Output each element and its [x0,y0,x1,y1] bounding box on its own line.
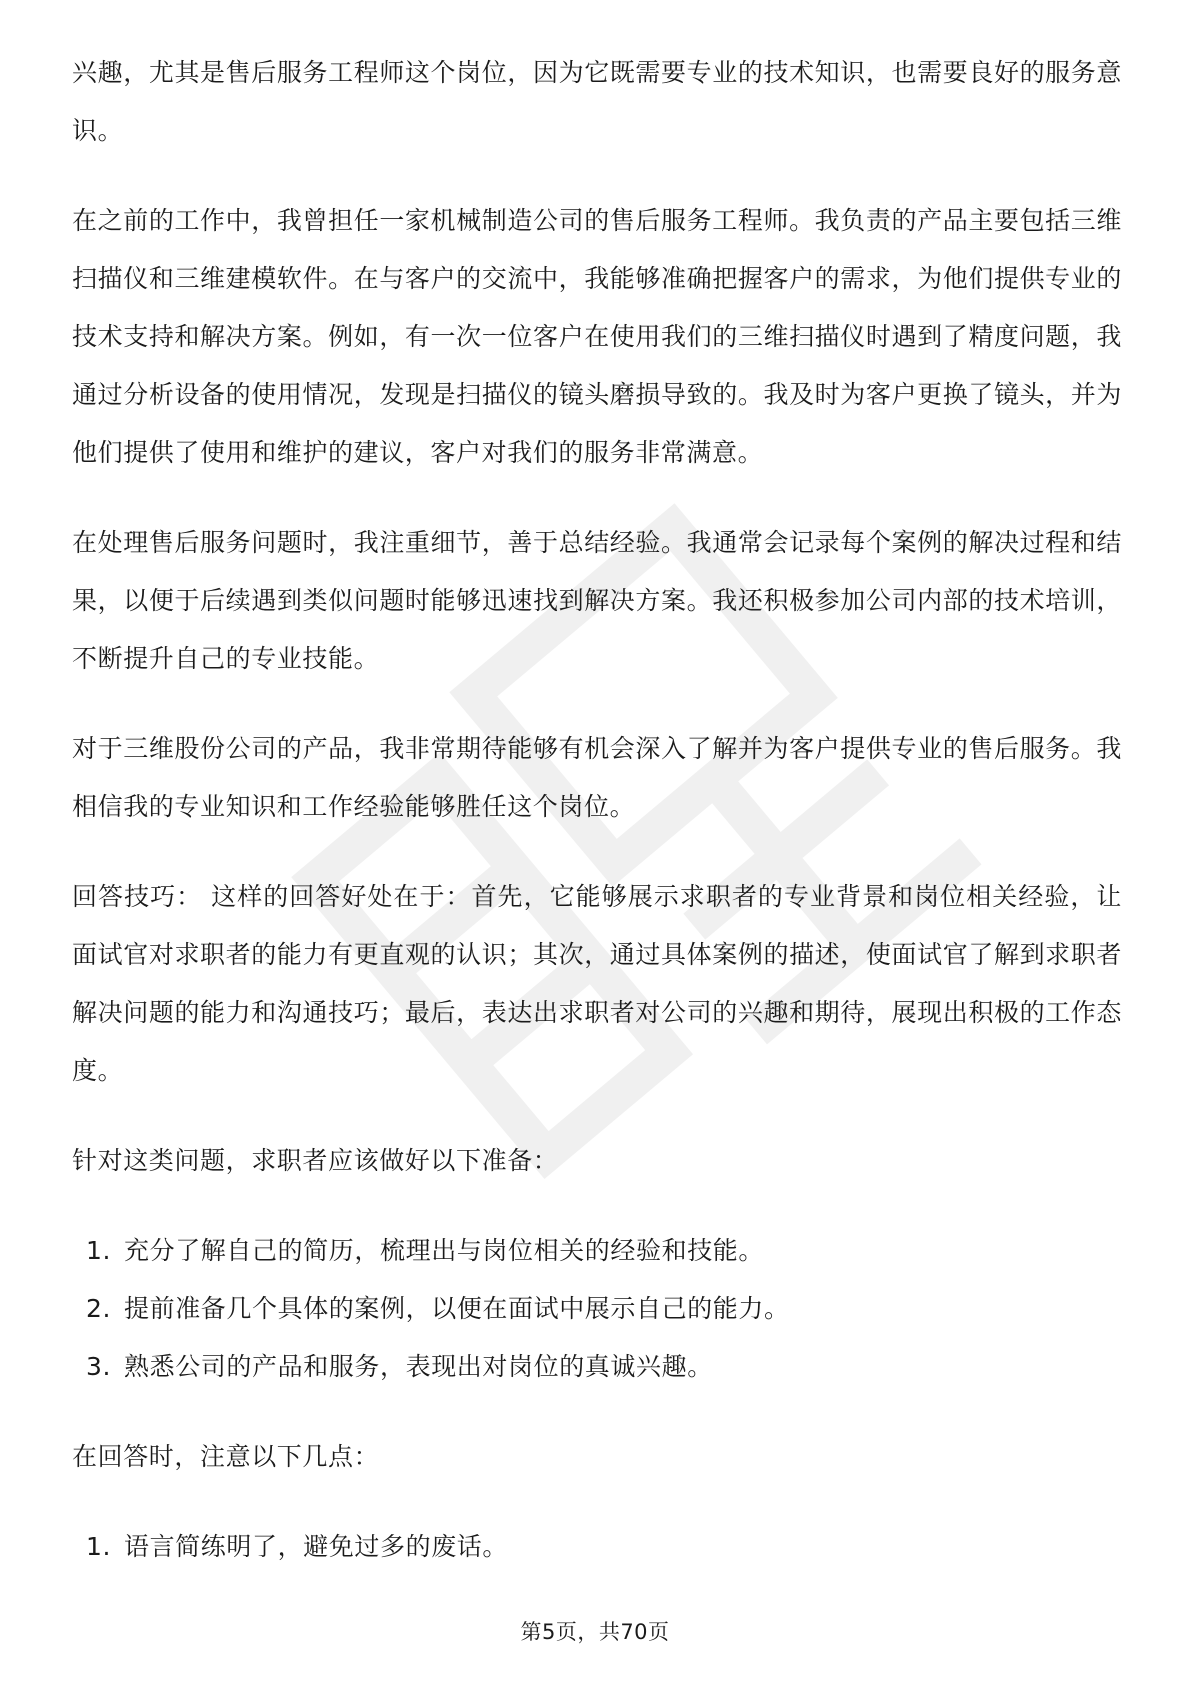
paragraph-answer-tips: 回答技巧： 这样的回答好处在于：首先，它能够展示求职者的专业背景和岗位相关经验，让面试官对求职者的能力有更直观的认识；其次，通过具体案例的描述，使面试官了解到求职者解决问题的能力和沟通技巧；最后，表达出求职者对公司的兴趣和期待，展现出积极的工作态度。 [72,882,1122,1085]
answer-notes-list [72,1518,1122,1576]
page-number-footer: 第5页，共70页 [520,1620,670,1644]
list-item [72,1222,1122,1280]
paragraph-preparation-heading: 针对这类问题，求职者应该做好以下准备： [72,1146,559,1175]
list-item-number: 3. [86,1352,112,1381]
list-item [72,1518,1122,1576]
paragraph-intro-continued: 兴趣，尤其是售后服务工程师这个岗位，因为它既需要专业的技术知识，也需要良好的服务意识。 [72,58,1122,145]
paragraph-work-experience: 在之前的工作中，我曾担任一家机械制造公司的售后服务工程师。我负责的产品主要包括三维扫描仪和三维建模软件。在与客户的交流中，我能够准确把握客户的需求，为他们提供专业的技术支持和解决方案。例如，有一次一位客户在使用我们的三维扫描仪时遇到了精度问题，我通过分析设备的使用情况，发现是扫描仪的镜头磨损导致的。我及时为客户更换了镜头，并为他们提供了使用和维护的建议，客户对我们的服务非常满意。 [72,206,1122,467]
list-item-text: 熟悉公司的产品和服务，表现出对岗位的真诚兴趣。 [124,1352,713,1381]
paragraph-answer-notes-heading: 在回答时，注意以下几点： [72,1442,380,1471]
list-item-number: 1. [86,1236,112,1265]
list-item-text: 提前准备几个具体的案例，以便在面试中展示自己的能力。 [124,1294,790,1323]
document-body [72,44,1122,1608]
preparation-list [72,1222,1122,1396]
paragraph-detail-approach: 在处理售后服务问题时，我注重细节，善于总结经验。我通常会记录每个案例的解决过程和结果，以便于后续遇到类似问题时能够迅速找到解决方案。我还积极参加公司内部的技术培训，不断提升自己的专业技能。 [72,528,1122,673]
list-item-number: 1. [86,1532,112,1561]
paragraph-company-interest: 对于三维股份公司的产品，我非常期待能够有机会深入了解并为客户提供专业的售后服务。我相信我的专业知识和工作经验能够胜任这个岗位。 [72,734,1122,821]
list-item-text: 语言简练明了，避免过多的废话。 [124,1532,509,1561]
list-item [72,1338,1122,1396]
list-item-number: 2. [86,1294,112,1323]
list-item [72,1280,1122,1338]
list-item-text: 充分了解自己的简历，梳理出与岗位相关的经验和技能。 [124,1236,765,1265]
